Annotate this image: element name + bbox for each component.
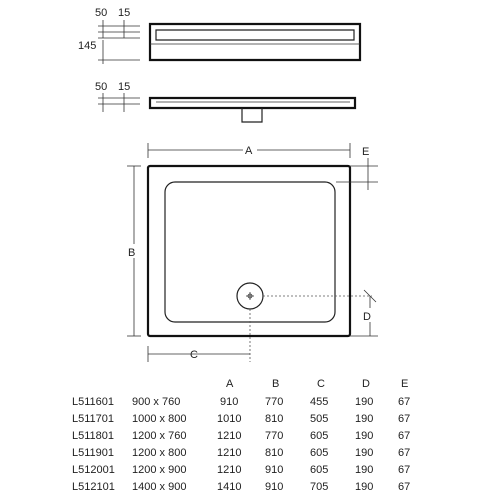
profile-low-waste-outlet	[242, 108, 262, 122]
profile-view-low	[95, 81, 355, 122]
table-row	[72, 481, 410, 493]
row-code: L511801	[72, 430, 115, 442]
table-header-a: A	[226, 378, 234, 390]
profile-low-dim-15: 15	[118, 81, 131, 93]
row-a: 1010	[217, 413, 242, 425]
row-e: 67	[398, 430, 411, 442]
plan-label-e: E	[362, 146, 370, 158]
row-e: 67	[398, 413, 411, 425]
row-e: 67	[398, 464, 411, 476]
row-c: 605	[310, 430, 329, 442]
row-code: L511901	[72, 447, 115, 459]
row-d: 190	[355, 447, 374, 459]
profile-standard-inner-edge	[156, 30, 354, 40]
row-c: 605	[310, 447, 329, 459]
row-a: 910	[220, 396, 239, 408]
row-e: 67	[398, 481, 411, 493]
plan-label-a: A	[245, 145, 253, 157]
size-table	[72, 378, 410, 493]
table-header-d: D	[362, 378, 370, 390]
row-size: 1400 x 900	[132, 481, 187, 493]
profile-low-dim-50: 50	[95, 81, 108, 93]
plan-tray-basin	[165, 182, 335, 322]
table-row	[72, 430, 410, 442]
row-code: L512101	[72, 481, 115, 493]
row-code: L511701	[72, 413, 115, 425]
table-header	[226, 378, 408, 390]
row-e: 67	[398, 396, 411, 408]
row-e: 67	[398, 447, 411, 459]
row-d: 190	[355, 413, 374, 425]
table-row	[72, 396, 410, 408]
table-row	[72, 447, 410, 459]
table-row	[72, 413, 410, 425]
table-header-c: C	[317, 378, 325, 390]
row-b: 910	[265, 464, 284, 476]
row-c: 455	[310, 396, 329, 408]
profile-standard-dim-50: 50	[95, 7, 108, 19]
row-size: 1200 x 900	[132, 464, 187, 476]
row-a: 1210	[217, 430, 242, 442]
plan-tray-outline	[148, 166, 350, 336]
row-b: 770	[265, 396, 284, 408]
row-d: 190	[355, 464, 374, 476]
profile-standard-dim-15: 15	[118, 7, 131, 19]
row-c: 505	[310, 413, 329, 425]
row-d: 190	[355, 396, 374, 408]
plan-label-c: C	[190, 349, 198, 361]
profile-low-outline	[150, 98, 355, 108]
row-code: L511601	[72, 396, 115, 408]
row-size: 900 x 760	[132, 396, 181, 408]
row-code: L512001	[72, 464, 115, 476]
row-b: 770	[265, 430, 284, 442]
plan-label-b: B	[128, 247, 136, 259]
row-size: 1200 x 800	[132, 447, 187, 459]
profile-view-standard	[78, 7, 360, 64]
profile-standard-dim-145: 145	[78, 40, 97, 52]
row-d: 190	[355, 481, 374, 493]
row-d: 190	[355, 430, 374, 442]
row-a: 1210	[217, 464, 242, 476]
row-a: 1210	[217, 447, 242, 459]
row-a: 1410	[217, 481, 242, 493]
row-b: 810	[265, 447, 284, 459]
row-c: 605	[310, 464, 329, 476]
plan-label-d: D	[363, 311, 371, 323]
table-row	[72, 464, 410, 476]
row-size: 1000 x 800	[132, 413, 187, 425]
row-b: 910	[265, 481, 284, 493]
row-b: 810	[265, 413, 284, 425]
table-header-e: E	[401, 378, 409, 390]
table-header-b: B	[272, 378, 280, 390]
plan-view	[126, 142, 378, 362]
row-size: 1200 x 760	[132, 430, 187, 442]
row-c: 705	[310, 481, 329, 493]
